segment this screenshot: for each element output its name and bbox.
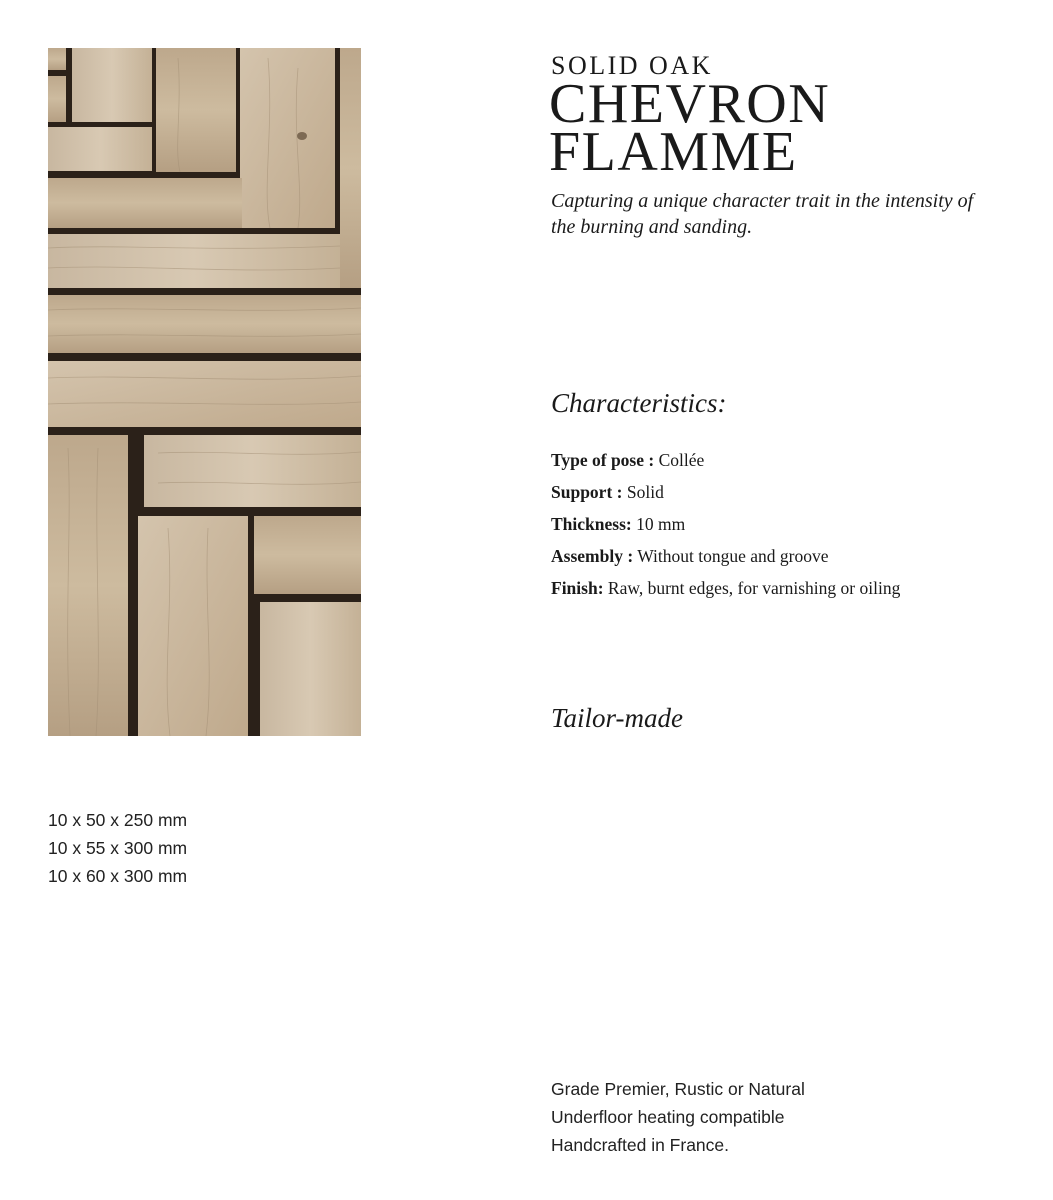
size-list	[48, 806, 187, 890]
characteristic-value: 10 mm	[631, 514, 686, 534]
characteristic-item-support	[551, 476, 900, 508]
product-subtitle: SOLID OAK	[551, 51, 713, 80]
size-item: 10 x 55 x 300 mm	[48, 838, 188, 858]
characteristic-key: Support :	[551, 482, 623, 502]
characteristic-value: Solid	[622, 482, 664, 502]
note-item: Underfloor heating compatible	[551, 1107, 785, 1127]
product-title-line-1: CHEVRON	[549, 73, 831, 135]
product-tagline: Capturing a unique character trait in the intensity of the burning and sanding.	[551, 190, 974, 238]
characteristic-item-pose	[551, 444, 900, 476]
product-title	[549, 73, 831, 183]
characteristic-item-thickness	[551, 508, 900, 540]
characteristic-key: Finish:	[551, 578, 604, 598]
note-item: Handcrafted in France.	[551, 1135, 730, 1155]
characteristic-key: Assembly :	[551, 546, 634, 566]
parquet-texture-icon	[48, 48, 361, 736]
characteristics-heading: Characteristics:	[551, 388, 727, 418]
oak-parquet-image	[48, 48, 361, 736]
characteristic-value: Raw, burnt edges, for varnishing or oiling	[603, 578, 901, 598]
characteristic-key: Type of pose :	[551, 450, 655, 470]
characteristic-key: Thickness:	[551, 514, 632, 534]
characteristic-value: Collée	[654, 450, 705, 470]
tailor-made-heading: Tailor-made	[551, 703, 683, 733]
characteristics-list	[551, 444, 900, 604]
characteristic-item-assembly	[551, 540, 900, 572]
size-item: 10 x 50 x 250 mm	[48, 810, 188, 830]
product-title-line-2: FLAMME	[549, 121, 798, 183]
product-notes	[551, 1075, 805, 1159]
characteristic-value: Without tongue and groove	[633, 546, 829, 566]
characteristic-item-finish	[551, 572, 900, 604]
note-item: Grade Premier, Rustic or Natural	[551, 1079, 805, 1099]
size-item: 10 x 60 x 300 mm	[48, 866, 188, 886]
